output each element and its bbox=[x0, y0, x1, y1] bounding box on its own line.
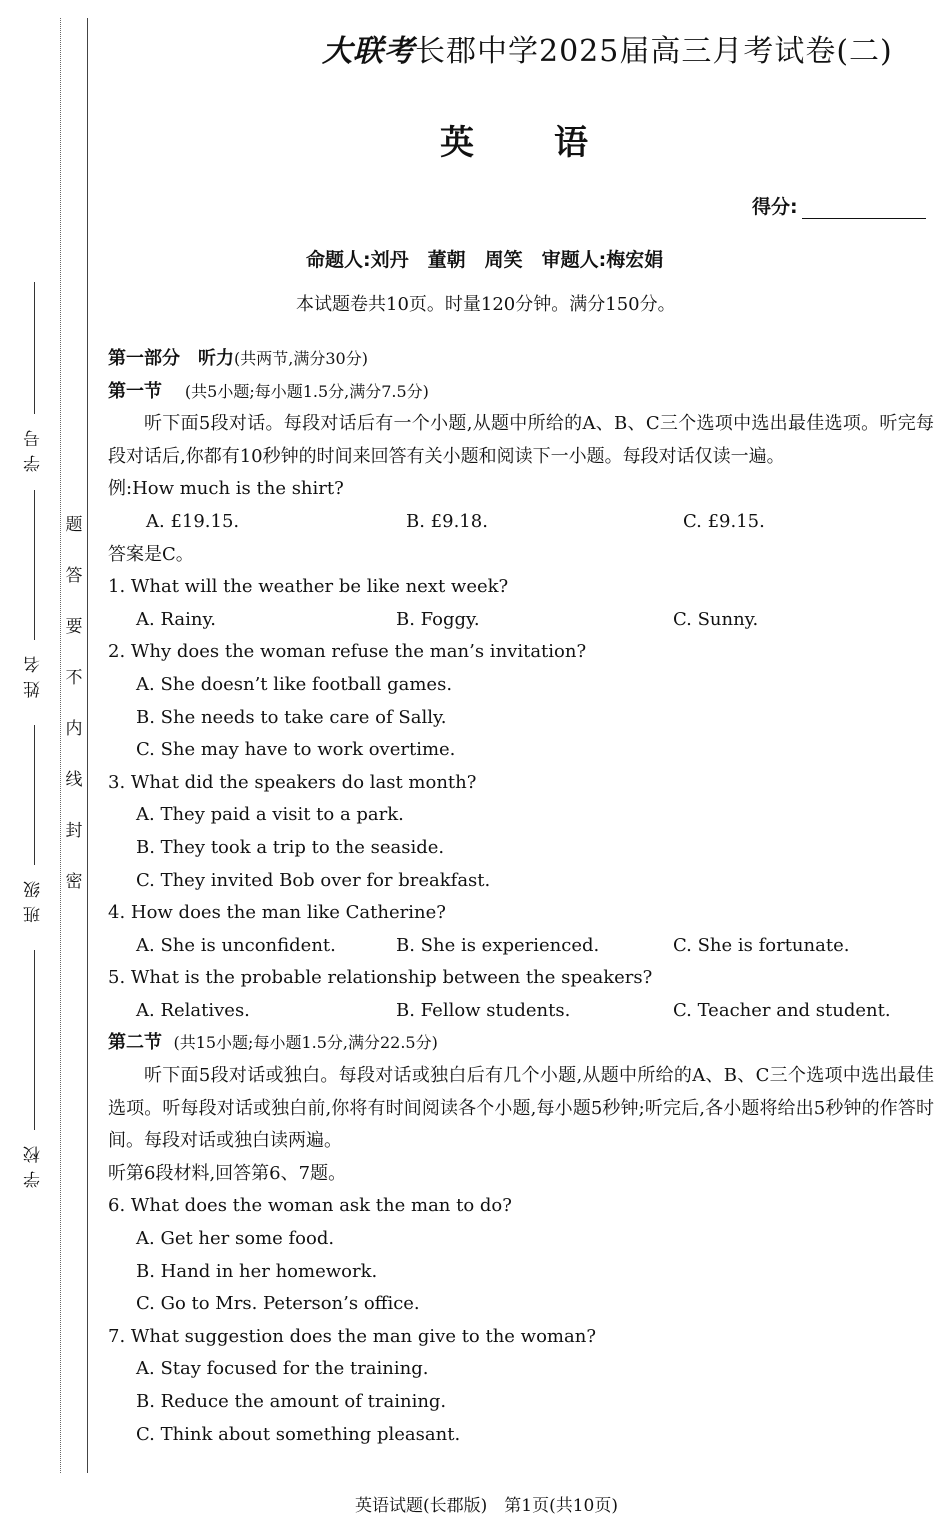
section2-heading bbox=[108, 1027, 934, 1060]
option-c: C. Go to Mrs. Peterson’s office. bbox=[136, 1293, 420, 1315]
part1-heading bbox=[108, 343, 934, 376]
option-a: A. Stay focused for the training. bbox=[136, 1358, 429, 1380]
option-b: B. She is experienced. bbox=[396, 934, 600, 956]
part1-note: (共两节,满分30分) bbox=[234, 349, 368, 368]
option-c: C. Think about something pleasant. bbox=[136, 1423, 461, 1445]
score-blank[interactable] bbox=[802, 198, 926, 219]
seal-char: 答 bbox=[65, 566, 83, 586]
section1-title: 第一节 bbox=[108, 380, 162, 402]
option-c: C. They invited Bob over for breakfast. bbox=[136, 869, 491, 891]
example-question: 例:How much is the shirt? bbox=[108, 478, 344, 500]
question-stem: 5. What is the probable relationship between the speakers? bbox=[108, 967, 653, 989]
score-box bbox=[752, 192, 926, 219]
name-label: 姓名 bbox=[24, 648, 44, 698]
option-b: B. Foggy. bbox=[396, 608, 480, 630]
school-label: 学校 bbox=[24, 1138, 44, 1188]
school-field[interactable] bbox=[22, 950, 46, 1188]
seal-char: 题 bbox=[65, 515, 83, 535]
name-field[interactable] bbox=[22, 490, 46, 698]
option-c: C. Sunny. bbox=[673, 608, 759, 630]
seal-char: 密 bbox=[65, 872, 83, 892]
example-answer: 答案是C。 bbox=[108, 543, 194, 565]
part1-title: 第一部分 听力 bbox=[108, 348, 234, 369]
seal-char: 线 bbox=[65, 770, 83, 790]
option-b: B. Fellow students. bbox=[396, 999, 571, 1021]
option-a: A. Rainy. bbox=[136, 608, 216, 630]
option-c: C. Teacher and student. bbox=[673, 999, 891, 1021]
score-label: 得分: bbox=[752, 196, 798, 218]
seal-line-warning bbox=[62, 515, 86, 923]
authors-line: 命题人:刘丹 董朝 周笑 审题人:梅宏娟 bbox=[306, 249, 664, 271]
example-options bbox=[108, 506, 934, 539]
binding-solid-line bbox=[87, 18, 88, 1473]
section2-instructions: 听下面5段对话或独白。每段对话或独白后有几个小题,从题中所给的A、B、C三个选项中选出最佳选项。听每段对话或独白前,你将有时间阅读各个小题,每小题5秒钟;听完后,各小题将给出5秒钟的作答时间。每段对话或独白读两遍。 bbox=[108, 1065, 934, 1152]
option-a: A. £19.15. bbox=[146, 510, 240, 532]
question-stem: 6. What does the woman ask the man to do? bbox=[108, 1195, 512, 1217]
subject-title: 英语 bbox=[440, 123, 668, 163]
option-a: A. Get her some food. bbox=[136, 1228, 335, 1250]
option-b: B. Reduce the amount of training. bbox=[136, 1391, 447, 1412]
question-stem: 3. What did the speakers do last month? bbox=[108, 771, 477, 793]
question-options bbox=[108, 995, 934, 1028]
exam-note: 本试题卷共10页。时量120分钟。满分150分。 bbox=[296, 294, 676, 315]
option-c: C. She is fortunate. bbox=[673, 934, 850, 956]
page-footer: 英语试题(长郡版) 第1页(共10页) bbox=[355, 1496, 618, 1516]
question-stem: 1. What will the weather be like next week? bbox=[108, 576, 509, 598]
option-b: B. She needs to take care of Sally. bbox=[136, 706, 447, 728]
seal-char: 封 bbox=[65, 821, 83, 841]
section1-note: (共5小题;每小题1.5分,满分7.5分) bbox=[184, 381, 429, 401]
option-b: B. They took a trip to the seaside. bbox=[136, 836, 445, 858]
class-label: 班级 bbox=[24, 873, 44, 923]
option-c: C. She may have to work overtime. bbox=[136, 739, 456, 761]
question-options bbox=[108, 930, 934, 963]
option-a: A. Relatives. bbox=[136, 999, 250, 1021]
option-a: A. She is unconfident. bbox=[136, 934, 336, 956]
exam-brand: 大联考 bbox=[322, 34, 415, 69]
student-id-label: 学号 bbox=[24, 422, 44, 472]
seal-char: 要 bbox=[65, 617, 83, 637]
class-field[interactable] bbox=[22, 725, 46, 923]
question-options bbox=[108, 604, 934, 637]
student-id-field[interactable] bbox=[22, 282, 46, 472]
question-stem: 2. Why does the woman refuse the man’s invitation? bbox=[108, 641, 587, 663]
option-b: B. Hand in her homework. bbox=[136, 1260, 378, 1282]
section2-title: 第二节 bbox=[108, 1032, 162, 1054]
material-note: 听第6段材料,回答第6、7题。 bbox=[108, 1162, 347, 1184]
seal-char: 内 bbox=[65, 719, 83, 739]
exam-title-text: 长郡中学2025届高三月考试卷(二) bbox=[415, 34, 893, 69]
option-c: C. £9.15. bbox=[683, 510, 765, 532]
option-a: A. She doesn’t like football games. bbox=[136, 673, 453, 695]
section1-instructions: 听下面5段对话。每段对话后有一个小题,从题中所给的A、B、C三个选项中选出最佳选项。听完每段对话后,你都有10秒钟的时间来回答有关小题和阅读下一小题。每段对话仅读一遍。 bbox=[108, 413, 934, 467]
option-a: A. They paid a visit to a park. bbox=[136, 804, 404, 826]
exam-title bbox=[322, 26, 893, 70]
question-stem: 4. How does the man like Catherine? bbox=[108, 902, 446, 924]
section1-heading bbox=[108, 376, 934, 409]
option-b: B. £9.18. bbox=[406, 510, 488, 532]
question-stem: 7. What suggestion does the man give to the woman? bbox=[108, 1325, 596, 1347]
binding-dotted-line bbox=[60, 18, 61, 1473]
section2-note: (共15小题;每小题1.5分,满分22.5分) bbox=[173, 1033, 438, 1053]
exam-content bbox=[108, 343, 934, 1451]
seal-char: 不 bbox=[65, 668, 83, 688]
